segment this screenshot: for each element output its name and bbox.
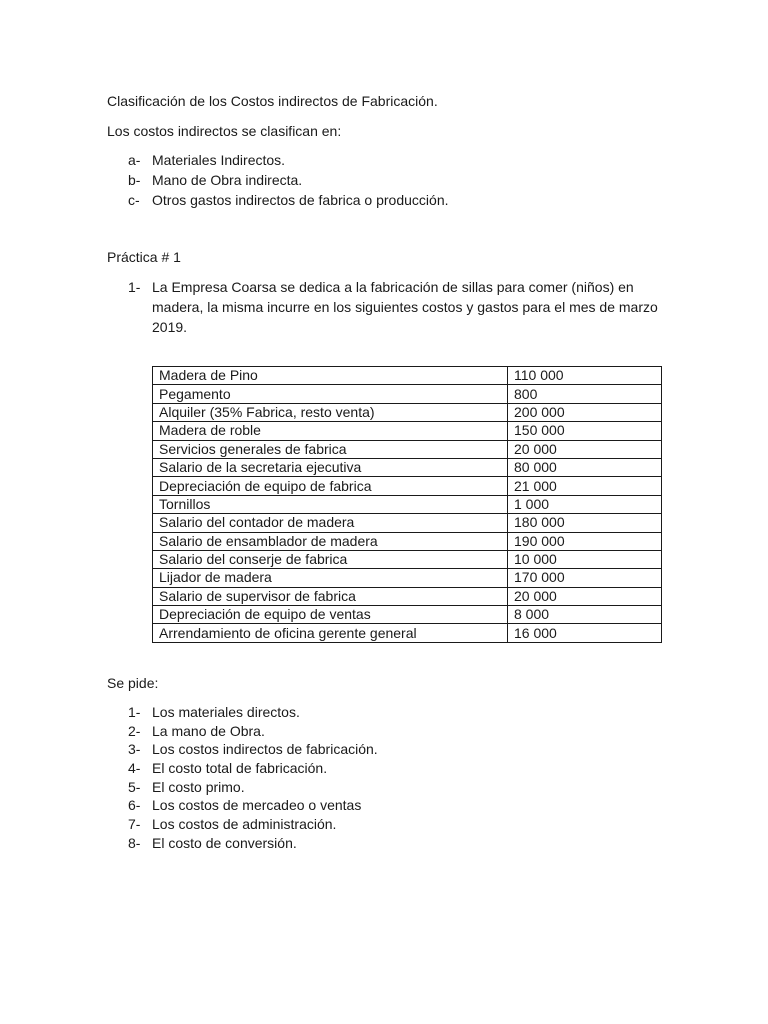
cost-amount: 110 000 — [508, 367, 662, 385]
cost-amount: 80 000 — [508, 458, 662, 476]
list-item — [128, 703, 378, 722]
cost-amount: 150 000 — [508, 422, 662, 440]
list-item-text: Los costos de mercadeo o ventas — [152, 797, 362, 814]
cost-amount: 180 000 — [508, 514, 662, 532]
list-item — [128, 759, 378, 778]
list-item — [128, 191, 449, 211]
list-marker: 7- — [128, 816, 141, 833]
cost-amount: 16 000 — [508, 624, 662, 642]
list-item-text: El costo primo. — [152, 778, 245, 795]
classification-list — [128, 151, 449, 211]
list-item-text: El costo de conversión. — [152, 834, 297, 851]
cost-item: Servicios generales de fabrica — [153, 440, 508, 458]
cost-amount: 21 000 — [508, 477, 662, 495]
cost-item: Tornillos — [153, 495, 508, 513]
table-row — [153, 624, 662, 642]
table-row — [153, 367, 662, 385]
cost-item: Salario del contador de madera — [153, 514, 508, 532]
list-item — [128, 778, 378, 797]
cost-item: Salario de la secretaria ejecutiva — [153, 458, 508, 476]
cost-item: Alquiler (35% Fabrica, resto venta) — [153, 403, 508, 421]
list-item — [128, 834, 378, 853]
list-item — [128, 740, 378, 759]
list-marker: 1- — [128, 704, 141, 720]
table-row — [153, 550, 662, 568]
list-marker: b- — [128, 172, 141, 188]
table-row — [153, 422, 662, 440]
list-marker: c- — [128, 192, 140, 208]
list-item — [128, 722, 378, 741]
list-item — [128, 171, 449, 191]
cost-amount: 200 000 — [508, 403, 662, 421]
list-item-text: La mano de Obra. — [152, 722, 265, 739]
list-item — [128, 815, 378, 834]
list-item — [128, 796, 378, 815]
cost-amount: 190 000 — [508, 532, 662, 550]
cost-item: Arrendamiento de oficina gerente general — [153, 624, 508, 642]
practice-statement-text: La Empresa Coarsa se dedica a la fabricación de sillas para comer (niños) en madera, la misma incurre en los siguientes costos y gastos para el mes de marzo 2019. — [152, 279, 658, 335]
list-item-text: El costo total de fabricación. — [152, 760, 328, 777]
practice-statement — [128, 277, 668, 337]
list-marker: 2- — [128, 722, 141, 739]
list-marker: 3- — [128, 741, 141, 758]
table-row — [153, 495, 662, 513]
list-item-text: Otros gastos indirectos de fabrica o producción. — [152, 192, 449, 208]
list-item — [128, 151, 449, 171]
requested-label: Se pide: — [107, 675, 159, 691]
table-row — [153, 440, 662, 458]
list-marker: a- — [128, 152, 141, 168]
document-heading: Clasificación de los Costos indirectos de Fabricación. — [107, 93, 438, 109]
table-row — [153, 532, 662, 550]
table-row — [153, 385, 662, 403]
cost-item: Pegamento — [153, 385, 508, 403]
list-item-text: Mano de Obra indirecta. — [152, 172, 303, 188]
practice-title: Práctica # 1 — [107, 249, 181, 265]
list-marker: 4- — [128, 760, 141, 777]
cost-amount: 170 000 — [508, 569, 662, 587]
cost-amount: 1 000 — [508, 495, 662, 513]
costs-table — [152, 366, 662, 643]
table-row — [153, 569, 662, 587]
table-row — [153, 403, 662, 421]
list-marker: 1- — [128, 279, 141, 295]
intro-text: Los costos indirectos se clasifican en: — [107, 123, 342, 139]
cost-item: Madera de roble — [153, 422, 508, 440]
list-item-text: Los costos de administración. — [152, 816, 337, 833]
list-item-text: Los costos indirectos de fabricación. — [152, 741, 378, 758]
cost-item: Salario del conserje de fabrica — [153, 550, 508, 568]
cost-amount: 8 000 — [508, 606, 662, 624]
table-row — [153, 606, 662, 624]
requested-list — [128, 703, 378, 853]
table-row — [153, 458, 662, 476]
cost-item: Salario de supervisor de fabrica — [153, 587, 508, 605]
table-row — [153, 477, 662, 495]
cost-item: Salario de ensamblador de madera — [153, 532, 508, 550]
list-item-text: Materiales Indirectos. — [152, 152, 286, 168]
cost-amount: 10 000 — [508, 550, 662, 568]
list-marker: 6- — [128, 797, 141, 814]
cost-item: Madera de Pino — [153, 367, 508, 385]
table-row — [153, 587, 662, 605]
list-marker: 5- — [128, 778, 141, 795]
cost-item: Depreciación de equipo de fabrica — [153, 477, 508, 495]
cost-item: Lijador de madera — [153, 569, 508, 587]
cost-amount: 800 — [508, 385, 662, 403]
list-item-text: Los materiales directos. — [152, 704, 300, 720]
table-row — [153, 514, 662, 532]
cost-amount: 20 000 — [508, 587, 662, 605]
list-marker: 8- — [128, 834, 141, 851]
cost-amount: 20 000 — [508, 440, 662, 458]
cost-item: Depreciación de equipo de ventas — [153, 606, 508, 624]
